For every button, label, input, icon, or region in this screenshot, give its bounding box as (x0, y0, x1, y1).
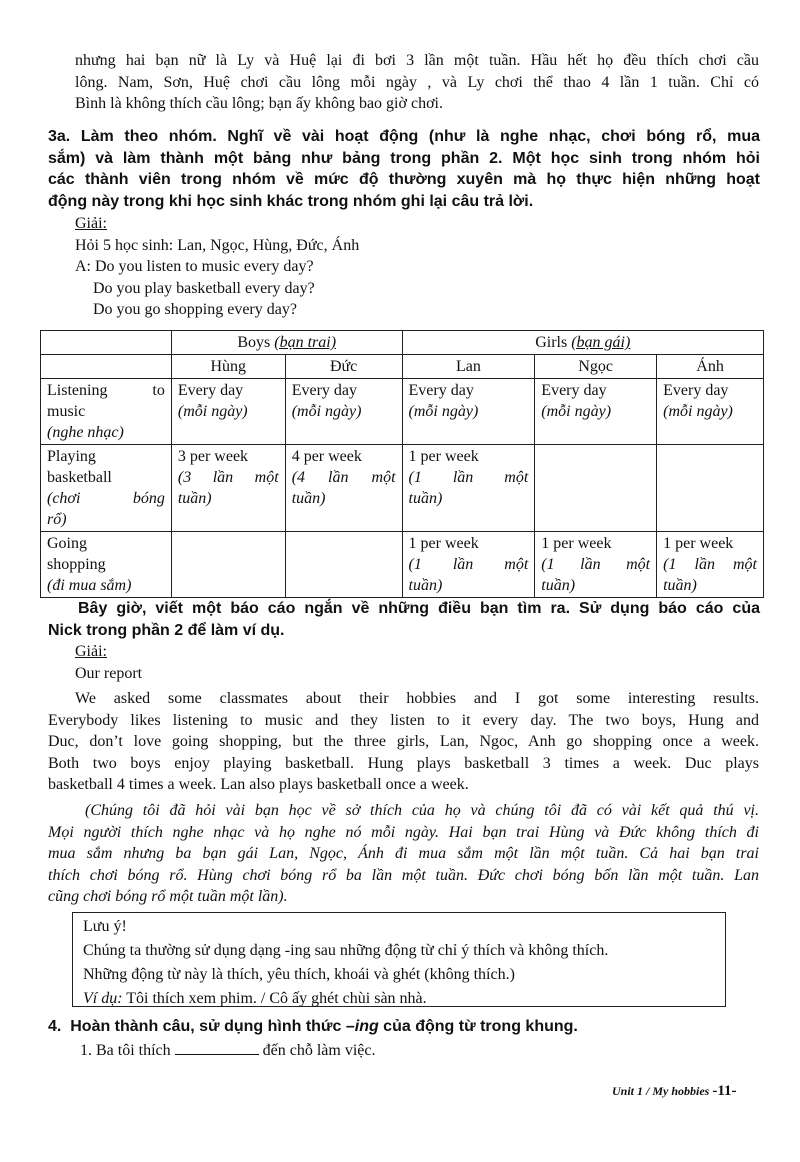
translation-line: mua sắm nhưng ba bạn gái Lan, Ngọc, Ánh đi mua sắm một lần một tuần. Cả hai bạn trai (48, 845, 759, 862)
exercise-3a-answer (75, 213, 759, 321)
activity-label-cell: Going shopping (đi mua sắm) (41, 532, 172, 598)
note-line: Chúng ta thường sử dụng dạng -ing sau những động từ chỉ ý thích và không thích. (83, 942, 609, 959)
table-cell: Every day (mỗi ngày) (402, 379, 535, 445)
table-cell: 1 per week (1 lần một tuần) (535, 532, 657, 598)
question-line: Do you go shopping every day? (93, 301, 297, 318)
table-empty-cell (41, 355, 172, 379)
heading-line: Nick trong phần 2 để làm ví dụ. (48, 621, 285, 639)
note-box (72, 912, 726, 1007)
boys-header: Boys (bạn trai) (171, 331, 402, 355)
report-paragraph (48, 688, 759, 796)
table-cell: Every day (mỗi ngày) (285, 379, 402, 445)
report-line: Duc, don’t love going shopping, but the three girls, Lan, Ngoc, Anh go shopping once a week. (48, 733, 759, 750)
note-title: Lưu ý! (83, 918, 127, 935)
footer-text: Unit 1 / My hobbies (612, 1084, 713, 1098)
girls-header: Girls (bạn gái) (402, 331, 763, 355)
page-footer (612, 1083, 737, 1100)
item-text: đến chỗ làm việc. (262, 1042, 376, 1059)
activity-label-cell: Listening to music (nghe nhạc) (41, 379, 172, 445)
table-row (41, 445, 764, 532)
report-line: Everybody likes listening to music and they listen to it every day. The two boys, Hung and (48, 711, 759, 729)
note-line: Ví dụ: Tôi thích xem phim. / Cô ấy ghét chùi sàn nhà. (83, 990, 427, 1007)
table-row (41, 379, 764, 445)
table-cell-empty (171, 532, 285, 598)
intro-paragraph (75, 50, 759, 115)
exercise-3b-answer (75, 641, 759, 684)
exercise-3b-heading (48, 598, 760, 641)
table-cell: Every day (mỗi ngày) (171, 379, 285, 445)
answer-label: Giải: (75, 643, 107, 660)
translation-line: (Chúng tôi đã hỏi vài bạn học về sở thích của họ và chúng tôi đã có vài kết quả thú vị. (85, 802, 759, 819)
page-number: -11- (712, 1083, 737, 1099)
translation-line: cũng chơi bóng rổ một tuần một lần). (48, 888, 288, 905)
hobbies-table (40, 330, 764, 598)
intro-line: Bình là không thích cầu lông; bạn ấy không bao giờ chơi. (75, 95, 443, 112)
ask-line: Hỏi 5 học sinh: Lan, Ngọc, Hùng, Đức, Ánh (75, 236, 360, 254)
heading-line: các thành viên trong nhóm về mức độ thường xuyên mà họ thực hiện những hoạt (48, 171, 760, 188)
table-names-row (41, 355, 764, 379)
answer-label: Giải: (75, 215, 107, 232)
table-cell: 1 per week (1 lần một tuần) (402, 532, 535, 598)
exercise-3a-heading (48, 126, 760, 212)
item-text: 1. Ba tôi thích (80, 1042, 171, 1059)
table-cell: 1 per week (1 lần một tuần) (402, 445, 535, 532)
note-line: Những động từ này là thích, yêu thích, khoái và ghét (không thích.) (83, 966, 515, 983)
name-cell: Đức (285, 355, 402, 379)
intro-line: lông. Nam, Sơn, Huệ chơi cầu lông mỗi ngày , và Ly chơi thể thao 4 lần 1 tuần. Chỉ có (75, 73, 759, 91)
question-line: Do you play basketball every day? (93, 279, 315, 297)
name-cell: Lan (402, 355, 535, 379)
table-cell-empty (657, 445, 764, 532)
table-cell: Every day (mỗi ngày) (535, 379, 657, 445)
table-header-row (41, 331, 764, 355)
question-line: A: Do you listen to music every day? (75, 258, 314, 275)
translation-line: thích chơi bóng rổ. Hùng chơi bóng rổ ba lần một tuần. Đức chơi bóng bốn lần một tuần. Lan (48, 866, 759, 884)
name-cell: Hùng (171, 355, 285, 379)
exercise-4-heading: 4. Hoàn thành câu, sử dụng hình thức –ing của động từ trong khung. (48, 1018, 578, 1035)
table-cell-empty (285, 532, 402, 598)
name-cell: Ngọc (535, 355, 657, 379)
heading-line: 3a. Làm theo nhóm. Nghĩ về vài hoạt động (như là nghe nhạc, chơi bóng rổ, mua (48, 128, 760, 145)
exercise-4-item (80, 1040, 764, 1062)
name-cell: Ánh (657, 355, 764, 379)
table-corner-cell (41, 331, 172, 355)
heading-line: Bây giờ, viết một báo cáo ngắn về những điều bạn tìm ra. Sử dụng báo cáo của (78, 600, 760, 617)
translation-line: Mọi người thích nghe nhạc và họ nghe nó mỗi ngày. Hai bạn trai Hùng và Đức không thích đi (48, 823, 759, 841)
report-line: basketball 4 times a week. Lan also plays basketball once a week. (48, 776, 469, 793)
translation-paragraph (48, 800, 759, 908)
heading-line: động này trong khi học sinh khác trong nhóm ghi lại câu trả lời. (48, 192, 534, 210)
report-title: Our report (75, 664, 143, 682)
answer-blank[interactable] (175, 1040, 259, 1055)
report-line: We asked some classmates about their hobbies and I got some interesting results. (75, 690, 759, 707)
table-cell: 4 per week (4 lần một tuần) (285, 445, 402, 532)
table-cell: 1 per week (1 lần một tuần) (657, 532, 764, 598)
report-line: Both two boys enjoy playing basketball. Hung plays basketball 3 times a week. Duc plays (48, 754, 759, 772)
activity-label-cell: Playing basketball (chơi bóng rổ) (41, 445, 172, 532)
table-cell: Every day (mỗi ngày) (657, 379, 764, 445)
table-cell-empty (535, 445, 657, 532)
table-row (41, 532, 764, 598)
table-cell: 3 per week (3 lần một tuần) (171, 445, 285, 532)
intro-line: nhưng hai bạn nữ là Ly và Huệ lại đi bơi 3 lần một tuần. Hầu hết họ đều thích chơi cầu (75, 52, 759, 69)
heading-line: sắm) và làm thành một bảng như bảng trong phần 2. Một học sinh trong nhóm hỏi (48, 149, 760, 167)
